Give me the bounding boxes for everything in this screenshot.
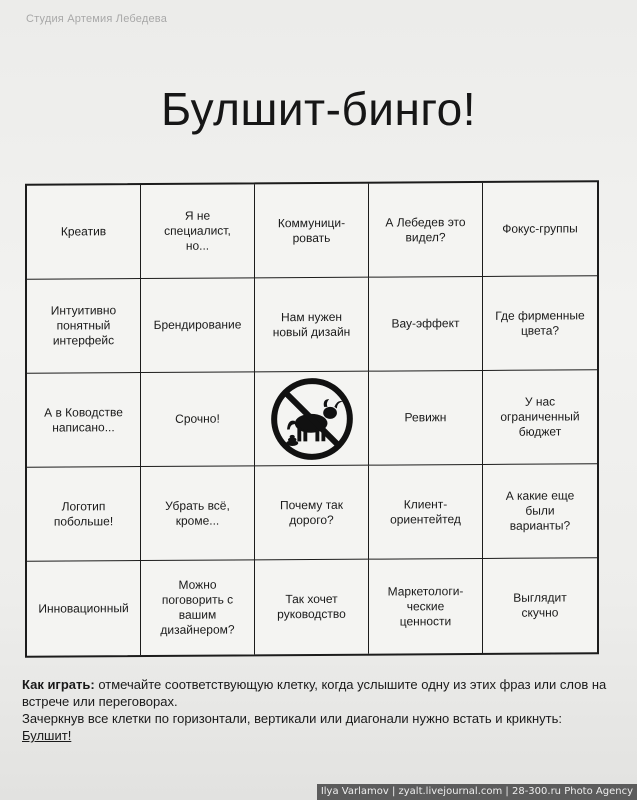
bingo-cell: Маркетологи- ческие ценности xyxy=(369,559,483,654)
bingo-cell: Фокус-группы xyxy=(483,182,597,277)
bingo-cell: Срочно! xyxy=(141,372,255,467)
bingo-cell: Интуитивно понятный интерфейс xyxy=(27,279,141,374)
bingo-cell: У нас ограниченный бюджет xyxy=(483,370,597,465)
no-bullshit-icon xyxy=(269,375,355,462)
bingo-cell: Я не специалист, но... xyxy=(141,184,255,279)
bingo-cell: Ревижн xyxy=(369,371,483,466)
bingo-cell: Почему так дорого? xyxy=(255,466,369,561)
shout-word: Булшит! xyxy=(22,728,72,743)
bingo-cell: А какие еще были варианты? xyxy=(483,464,597,559)
bingo-cell: Выглядит скучно xyxy=(513,590,567,620)
bingo-cell: Так хочет руководство xyxy=(255,560,369,655)
bingo-cell: Убрать всё, кроме... xyxy=(141,466,255,561)
bingo-cell: А в Ководстве написано... xyxy=(27,373,141,468)
bingo-cell: А Лебедев это видел? xyxy=(369,183,483,278)
instructions-label: Как играть: xyxy=(22,677,95,692)
bingo-cell: Клиент- ориентейтед xyxy=(369,465,483,560)
bingo-cell: Коммуници- ровать xyxy=(255,184,369,279)
bingo-cell: Вау-эффект xyxy=(369,277,483,372)
instructions-text-1: отмечайте соответствующую клетку, когда услышите одну из этих фраз или слов на встрече или переговорах. xyxy=(22,677,607,709)
bingo-cell: Можно поговорить с вашим дизайнером? xyxy=(141,560,255,655)
bingo-cell: Брендирование xyxy=(141,278,255,373)
bingo-cell: Логотип побольше! xyxy=(27,467,141,562)
instructions xyxy=(22,676,612,744)
bingo-cell: Где фирменные цвета? xyxy=(483,276,597,371)
bingo-cell: Креатив xyxy=(27,185,141,280)
instructions-text-2: Зачеркнув все клетки по горизонтали, вертикали или диагонали нужно встать и крикнуть: xyxy=(22,711,562,726)
bingo-cell: Инновационный xyxy=(27,561,141,656)
photo-credit: Ilya Varlamov | zyalt.livejournal.com | 28-300.ru Photo Agency xyxy=(317,784,637,800)
page-title: Булшит-бинго! xyxy=(160,83,477,135)
bingo-cell: Нам нужен новый дизайн xyxy=(255,278,369,373)
bingo-free-cell xyxy=(255,372,369,467)
bingo-grid xyxy=(25,180,599,658)
studio-name: Студия Артемия Лебедева xyxy=(26,13,168,25)
